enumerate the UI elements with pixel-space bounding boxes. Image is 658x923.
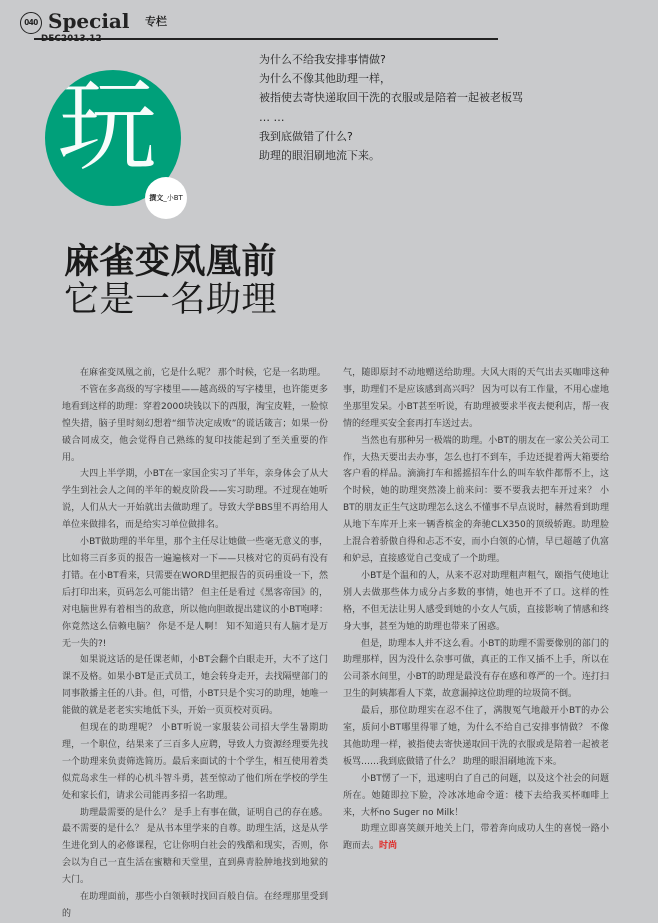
column-brand-cn: 专栏 [145, 15, 167, 28]
paragraph: 小BT是个温和的人，从来不忍对助理粗声粗气，颐指气使地让别人去做那些体力成分占多数的事情，她也开不了口。这样的性格，不但无法让男人感受到她的小女人气质，直接影响了情感和终身大事，甚至为她的助理也带来了困惑。 [343, 570, 609, 632]
pull-quote-line: 为什么不像其他助理一样， [259, 72, 391, 86]
pull-quote-line: 被指使去寄快递取回干洗的衣服或是陪着一起被老板骂 [259, 91, 523, 105]
pull-quote-line: 为什么不给我安排事情做? [259, 53, 386, 66]
pull-quote-line: 助理的眼泪刷地流下来。 [259, 149, 380, 163]
paragraph: 最后，那位助理实在忍不住了，满腹冤气地敲开小BT的办公室，质问小BT哪里得罪了她，为什么不给自己安排事情做？ 不像其他助理一样，被指使去寄快递取回干洗的衣服或是陪着一起被老板骂……我到底做错了什么？ 助理的眼泪刷地流下来。 [343, 706, 609, 767]
paragraph: 小BT愣了一下，迅速明白了自己的问题，以及这个社会的问题所在。她随即拉下脸，冷冰冰地命令道：楼下去给我买杯咖啡上来，大杯no Suger no Milk！ [343, 773, 609, 818]
title-line-1: 麻雀变凤凰前 [64, 242, 278, 282]
pull-quote [259, 50, 523, 165]
pull-quote-line: 我到底做错了什么? [259, 129, 353, 143]
paragraph: 不管在多高级的写字楼里——越高级的写字楼里，也许能更多地看到这样的助理：穿着2000块钱以下的西服，淘宝皮鞋，一脸惊惶失措，脑子里时刻幻想着“细节决定成败”的谎话箴言；如果一份破合同成交，他会觉得自己熟练的复印技能起到了至关重要的作用。 [62, 384, 328, 463]
paragraph-final [343, 821, 609, 855]
byline-label: 撰文 [149, 194, 164, 202]
paragraph: 在麻雀变凤凰之前，它是什么呢？ 那个时候，它是一名助理。 [80, 368, 326, 378]
paragraph: 在助理面前，那些小白领顿时找回百般自信。在经理那里受到的 [62, 892, 328, 919]
paragraph: 小BT做助理的半年里，那个主任尽让她做一些毫无意义的事，比如将三百多页的报告一遍遍核对一下——只核对它的页码有没有打错。在小BT看来，只需要在WORD里把报告的页码重设一下，然后打印出来，页码怎么可能出错？ 但主任是看过《黑客帝国》的，对电脑世界有着相当的敌意，所以他向胆敢提出建议的小BT咆哮：你竟然这么信赖电脑？ 你是不是人啊！ 知不知道只有人脑才是万无一失的?! [62, 537, 328, 649]
feature-character: 玩 [57, 70, 157, 185]
paragraph: 助理最需要的是什么？ 是手上有事在做，证明自己的存在感。最不需要的是什么？ 是从书本里学来的自尊。助理生活，这是从学生进化到人的必修课程，它让你明白社会的残酷和现实，否则，你会以为自己一直生活在蜜糖和天堂里，直到鼻青脸肿地找到地狱的大门。 [62, 807, 328, 886]
body-column-right [343, 365, 609, 855]
page-number: 040 [20, 12, 42, 34]
body-column-left [62, 365, 328, 923]
byline-badge [145, 177, 187, 219]
paragraph: 大四上半学期，小BT在一家国企实习了半年，亲身体会了从大学生到社会人之间的半年的蜕皮阶段——实习助理。不过现在她听说，人们从大一开始就出去做助理了。导致大学BBS里不再给用人单位来做排名，而是给实习单位做排名。 [62, 469, 328, 531]
title-line-2: 它是一名助理 [64, 280, 278, 320]
column-brand: Special [48, 9, 130, 33]
paragraph: 但是，助理本人并不这么看。小BT的助理不需要像别的部门的助理那样，因为没什么杂事可做，真正的工作又插不上手，所以在公司茶水间里，小BT的助理是最没有存在感和尊严的一个。连打扫卫生的阿姨都看人下菜，故意漏掉这位助理的垃圾筒不倒。 [343, 638, 609, 700]
end-mark: 时尚 [379, 841, 398, 852]
byline-author: _小BT [163, 194, 183, 202]
paragraph: 但现在的助理呢？ 小BT听说一家服装公司招大学生暑期助理，一个职位，结果来了三百多人应聘，导致人力资源经理要先找一个助理来负责筛选简历。最后来面试的十个学生，相互使用着类似荒岛求生一样的心机斗智斗勇，甚至惊动了他们所在学校的学生处和家长们，请求公司能再多招一名助理。 [62, 723, 328, 801]
paragraph: 如果说这话的是任课老师，小BT会翻个白眼走开，大不了这门课不及格。如果小BT是正式员工，她会转身走开，去找隔壁部门的同事散播主任的八卦。但，可惜，小BT只是个实习的助理，她唯一能做的就是老老实实地低下头，开始一页页校对页码。 [62, 655, 328, 717]
final-text: 助理立即喜笑颜开地关上门，带着奔向成功人生的喜悦一路小跑而去。 [343, 824, 609, 852]
paragraph: 当然也有那种另一极端的助理。小BT的朋友在一家公关公司工作，大热天要出去办事，怎么也打不到车，手边还提着两大箱要给客户看的样品。滴滴打车和摇摇招车什么的叫车软件都帮不上，这个时候，她的助理突然凑上前来问：要不要我去把车开过来？ 小BT的朋友正生气这助理怎么这么不懂事不早点说时，赫然看到助理从地下车库开上来一辆香槟金的奔驰CLX350的顶级轿跑。助理脸上混合着骄傲自得和忐忑不安，而小白领的心情，早已超越了仇富和妒忌，直接感觉自己变成了一个助理。 [343, 435, 609, 564]
article-title [64, 243, 277, 319]
pull-quote-line: … … [259, 110, 285, 124]
header-divider [34, 38, 498, 40]
paragraph-continued: 气，随即原封不动地赠送给助理。大风大雨的天气出去买咖啡这种事，助理们不是应该感到高兴吗？ 因为可以有工作量，不用心虚地坐那里发呆。小BT甚至听说，有助理被要求半夜去便利店，帮一夜情的经理买安全套再打车送过去。 [343, 368, 609, 429]
